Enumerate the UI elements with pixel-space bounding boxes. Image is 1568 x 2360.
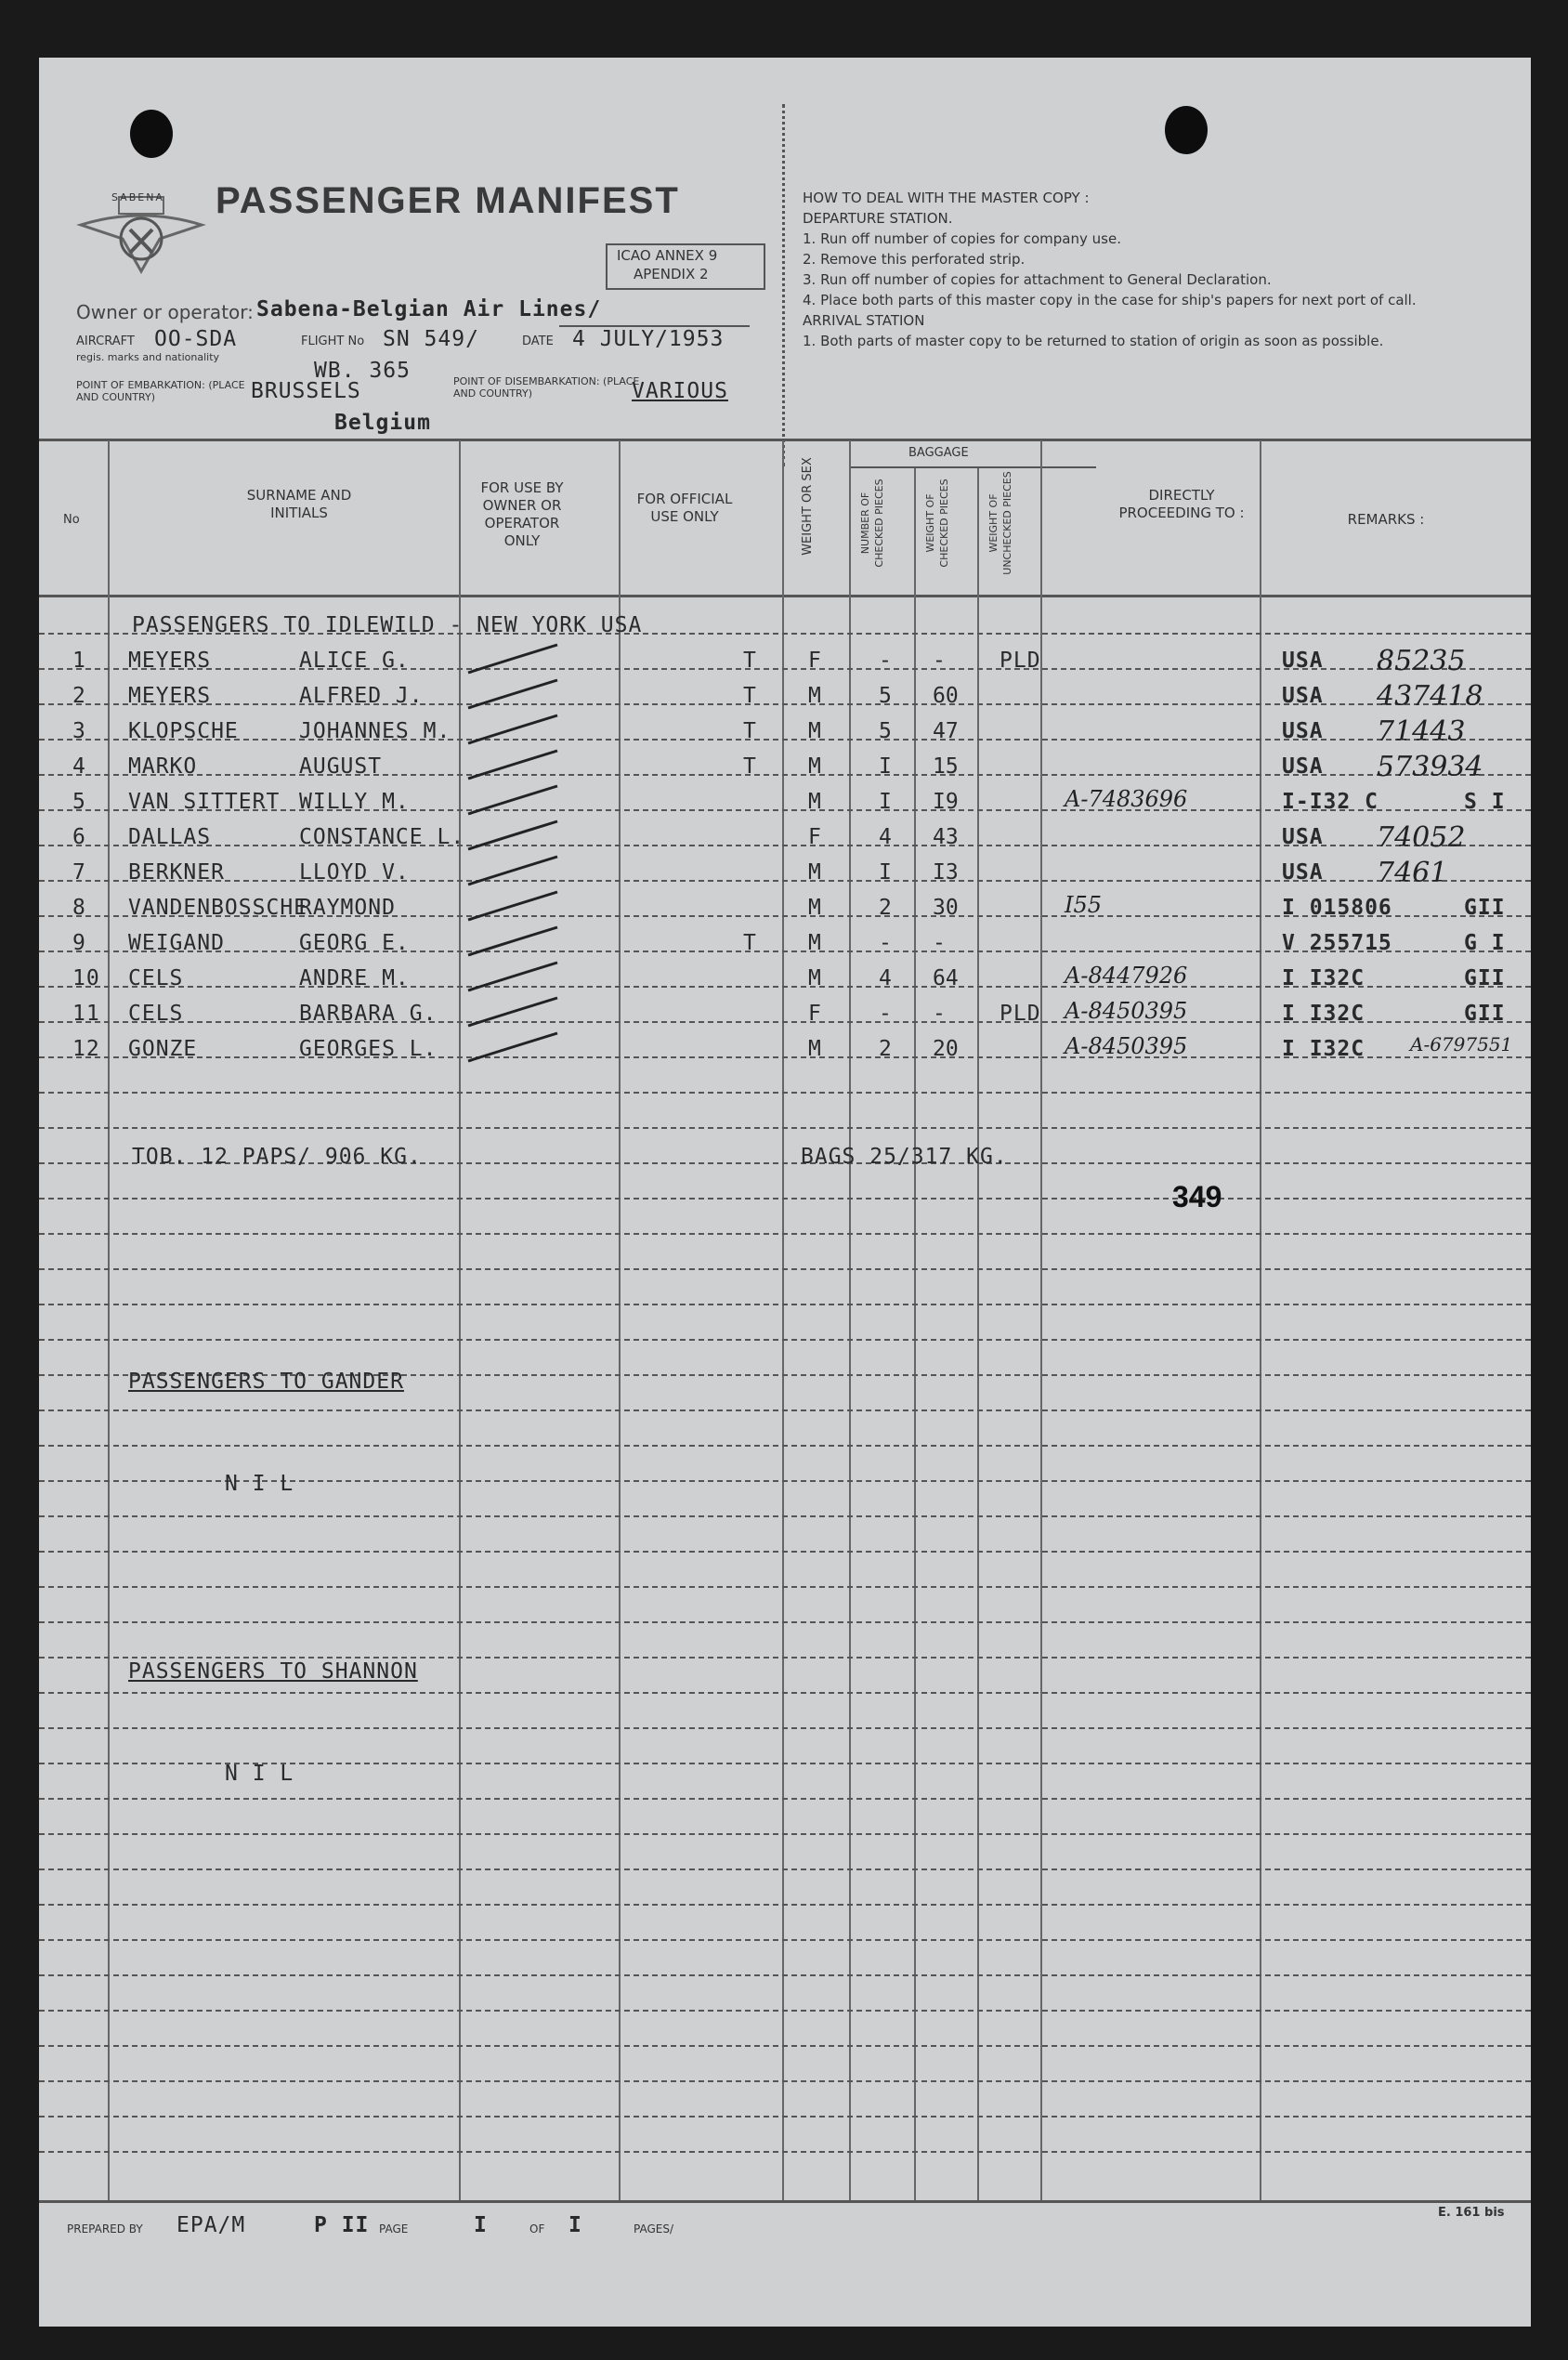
remarks-code: I I32C (1282, 1037, 1365, 1061)
checked-weight: - (933, 649, 946, 673)
checked-pieces: 5 (879, 684, 892, 708)
tick-mark-icon (463, 747, 565, 784)
weight-sex: M (808, 896, 822, 920)
initials: WILLY M. (299, 790, 410, 814)
remarks-handwritten: 74052 (1377, 821, 1466, 854)
disembark-label: POINT OF DISEMBARKATION: (PLACE AND COUNTRY) (453, 375, 640, 400)
flight-label: FLIGHT No (301, 334, 365, 348)
remarks-suffix: GII (1464, 966, 1506, 990)
tick-mark-icon (463, 641, 565, 678)
initials: CONSTANCE L. (299, 825, 465, 849)
initials: BARBARA G. (299, 1002, 438, 1026)
row-number: 9 (72, 931, 86, 955)
checked-weight: - (933, 931, 946, 955)
p-value: P II (314, 2213, 370, 2237)
remarks-handwritten: 71443 (1377, 715, 1466, 748)
col-owner-use: FOR USE BY OWNER OR OPERATOR ONLY (480, 479, 564, 549)
instruction-1: 1. Run off number of copies for company use. (803, 230, 1121, 247)
punch-hole-right (1165, 106, 1208, 154)
initials: RAYMOND (299, 896, 396, 920)
checked-pieces: I (879, 790, 892, 814)
date-value: 4 JULY/1953 (572, 327, 725, 351)
remarks-suffix: S I (1464, 790, 1506, 814)
col-no: No (63, 513, 80, 527)
tick-mark-icon (463, 676, 565, 714)
instruction-3: 3. Run off number of copies for attachment to General Declaration. (803, 271, 1272, 288)
of-label: OF (529, 2222, 545, 2235)
section-idlewild: PASSENGERS TO IDLEWILD - NEW YORK USA (132, 613, 643, 637)
section-shannon: PASSENGERS TO SHANNON (128, 1659, 418, 1684)
col-weight-sex: WEIGHT OR SEX (801, 457, 815, 556)
weight-sex: M (808, 754, 822, 779)
tick-mark-icon (463, 1029, 565, 1067)
row-number: 4 (72, 754, 86, 779)
remarks-code: USA (1282, 684, 1324, 708)
col-baggage: BAGGAGE (908, 446, 969, 460)
remarks-handwritten: 573934 (1377, 751, 1483, 783)
instructions-title: HOW TO DEAL WITH THE MASTER COPY : (803, 190, 1090, 206)
tick-mark-icon (463, 818, 565, 855)
proceeding: I55 (1065, 892, 1103, 918)
col-checked-weight: WEIGHT OF CHECKED PIECES (924, 479, 950, 568)
section-gander: PASSENGERS TO GANDER (128, 1370, 404, 1394)
checked-weight: 47 (933, 719, 959, 743)
surname: MEYERS (128, 684, 212, 708)
of-value: I (568, 2213, 582, 2237)
form-number: E. 161 bis (1438, 2206, 1505, 2220)
checked-pieces: I (879, 860, 892, 885)
weight-sex: M (808, 931, 822, 955)
weight-sex: M (808, 966, 822, 990)
surname: CELS (128, 966, 184, 990)
surname: MARKO (128, 754, 198, 779)
col-remarks: REMARKS : (1347, 511, 1425, 528)
tick-mark-icon (463, 924, 565, 961)
flight-value: SN 549/ (383, 327, 479, 351)
row-number: 6 (72, 825, 86, 849)
unchecked-weight: PLD (1000, 1002, 1041, 1026)
initials: JOHANNES M. (299, 719, 451, 743)
remarks-suffix: GII (1464, 1002, 1506, 1026)
instruction-4: 4. Place both parts of this master copy in the case for ship's papers for next port of call. (803, 292, 1417, 308)
remarks-code: USA (1282, 719, 1324, 743)
row-number: 12 (72, 1037, 100, 1061)
arrival-heading: ARRIVAL STATION (803, 312, 925, 329)
embark-label: POINT OF EMBARKATION: (PLACE AND COUNTRY) (76, 379, 245, 403)
checked-weight: 43 (933, 825, 959, 849)
surname: VAN SITTERT (128, 790, 281, 814)
remarks-code: USA (1282, 825, 1324, 849)
checked-weight: 64 (933, 966, 959, 990)
initials: GEORG E. (299, 931, 410, 955)
remarks-code: USA (1282, 649, 1324, 673)
remarks-code: I I32C (1282, 1002, 1365, 1026)
initials: GEORGES L. (299, 1037, 438, 1061)
surname: CELS (128, 1002, 184, 1026)
official-mark: T (743, 719, 757, 743)
checked-pieces: I (879, 754, 892, 779)
checked-weight: I3 (933, 860, 959, 885)
departure-heading: DEPARTURE STATION. (803, 210, 953, 227)
remarks-code: V 255715 (1282, 931, 1392, 955)
surname: MEYERS (128, 649, 212, 673)
col-checked-pieces: NUMBER OF CHECKED PIECES (859, 479, 885, 568)
total-passengers: TOB. 12 PAPS/ 906 KG. (132, 1145, 422, 1169)
date-label: DATE (522, 334, 554, 348)
checked-pieces: 4 (879, 825, 892, 849)
initials: ALFRED J. (299, 684, 424, 708)
checked-weight: 15 (933, 754, 959, 779)
remarks-handwritten: 437418 (1377, 680, 1483, 713)
initials: LLOYD V. (299, 860, 410, 885)
row-number: 2 (72, 684, 86, 708)
row-number: 8 (72, 896, 86, 920)
remarks-handwritten: 7461 (1377, 857, 1448, 889)
unchecked-weight: PLD (1000, 649, 1041, 673)
tick-mark-icon (463, 888, 565, 925)
checked-weight: I9 (933, 790, 959, 814)
row-number: 7 (72, 860, 86, 885)
remarks-suffix: G I (1464, 931, 1506, 955)
surname: WEIGAND (128, 931, 225, 955)
proceeding: A-7483696 (1065, 786, 1188, 812)
initials: ANDRE M. (299, 966, 410, 990)
remarks-handwritten: A-6797551 (1410, 1033, 1513, 1055)
official-mark: T (743, 684, 757, 708)
tick-mark-icon (463, 853, 565, 890)
official-mark: T (743, 754, 757, 779)
remarks-handwritten: 85235 (1377, 645, 1466, 677)
row-number: 1 (72, 649, 86, 673)
page-label: PAGE (379, 2222, 409, 2235)
row-number: 11 (72, 1002, 100, 1026)
surname: DALLAS (128, 825, 212, 849)
remarks-code: USA (1282, 860, 1324, 885)
owner-value: Sabena-Belgian Air Lines/ (256, 297, 602, 321)
remarks-code: I-I32 C (1282, 790, 1379, 814)
tick-mark-icon (463, 994, 565, 1031)
checked-pieces: - (879, 1002, 892, 1026)
checked-weight: - (933, 1002, 946, 1026)
weight-sex: F (808, 649, 822, 673)
icao-box: ICAO ANNEX 9 APENDIX 2 (606, 243, 765, 290)
logo-text: SABENA (111, 191, 164, 203)
weight-sex: M (808, 719, 822, 743)
official-mark: T (743, 649, 757, 673)
official-mark: T (743, 931, 757, 955)
wb-value: WB. 365 (314, 359, 411, 383)
weight-sex: F (808, 825, 822, 849)
row-number: 3 (72, 719, 86, 743)
prepared-value: EPA/M (176, 2213, 246, 2237)
weight-sex: M (808, 1037, 822, 1061)
weight-sex: F (808, 1002, 822, 1026)
regn-label: regis. marks and nationality (76, 351, 220, 363)
checked-pieces: - (879, 931, 892, 955)
row-number: 5 (72, 790, 86, 814)
surname: GONZE (128, 1037, 198, 1061)
checked-pieces: 5 (879, 719, 892, 743)
remarks-code: I 015806 (1282, 896, 1392, 920)
total-bags: BAGS 25/317 KG. (801, 1145, 1008, 1169)
checked-pieces: 2 (879, 896, 892, 920)
aircraft-label: AIRCRAFT (76, 334, 135, 348)
instructions (803, 188, 1453, 351)
aircraft-value: OO-SDA (154, 327, 238, 351)
disembark-value: VARIOUS (632, 379, 728, 403)
embark-value: BRUSSELS (251, 379, 361, 403)
pages-label: PAGES/ (634, 2222, 674, 2235)
remarks-code: USA (1282, 754, 1324, 779)
initials: ALICE G. (299, 649, 410, 673)
proceeding: A-8450395 (1065, 1033, 1188, 1059)
page-value: I (474, 2213, 488, 2237)
instruction-2: 2. Remove this perforated strip. (803, 251, 1026, 268)
perforation (782, 104, 785, 466)
embark-country: Belgium (334, 411, 431, 435)
row-number: 10 (72, 966, 100, 990)
punch-hole-left (130, 110, 173, 158)
arrival-instruction: 1. Both parts of master copy to be returned to station of origin as soon as possible. (803, 333, 1384, 349)
remarks-suffix: GII (1464, 896, 1506, 920)
nil-gander: N I L (225, 1472, 294, 1496)
initials: AUGUST (299, 754, 383, 779)
checked-pieces: - (879, 649, 892, 673)
checked-weight: 60 (933, 684, 959, 708)
surname: VANDENBOSSCHE (128, 896, 308, 920)
page-stamp: 349 (1172, 1180, 1222, 1213)
checked-pieces: 2 (879, 1037, 892, 1061)
col-official-use: FOR OFFICIAL USE ONLY (636, 491, 733, 525)
checked-weight: 20 (933, 1037, 959, 1061)
col-proceeding: DIRECTLY PROCEEDING TO : (1118, 487, 1245, 521)
col-surname: SURNAME AND INITIALS (246, 487, 352, 521)
surname: KLOPSCHE (128, 719, 239, 743)
proceeding: A-8450395 (1065, 998, 1188, 1024)
surname: BERKNER (128, 860, 225, 885)
prepared-label: PREPARED BY (67, 2222, 143, 2235)
tick-mark-icon (463, 712, 565, 749)
proceeding: A-8447926 (1065, 963, 1188, 989)
tick-mark-icon (463, 782, 565, 819)
col-unchecked-weight: WEIGHT OF UNCHECKED PIECES (987, 471, 1013, 575)
weight-sex: M (808, 860, 822, 885)
owner-label: Owner or operator: (76, 301, 254, 323)
weight-sex: M (808, 684, 822, 708)
weight-sex: M (808, 790, 822, 814)
checked-weight: 30 (933, 896, 959, 920)
remarks-code: I I32C (1282, 966, 1365, 990)
manifest-sheet (39, 58, 1531, 2327)
page-title: PASSENGER MANIFEST (216, 180, 680, 221)
checked-pieces: 4 (879, 966, 892, 990)
tick-mark-icon (463, 959, 565, 996)
nil-shannon: N I L (225, 1762, 294, 1786)
